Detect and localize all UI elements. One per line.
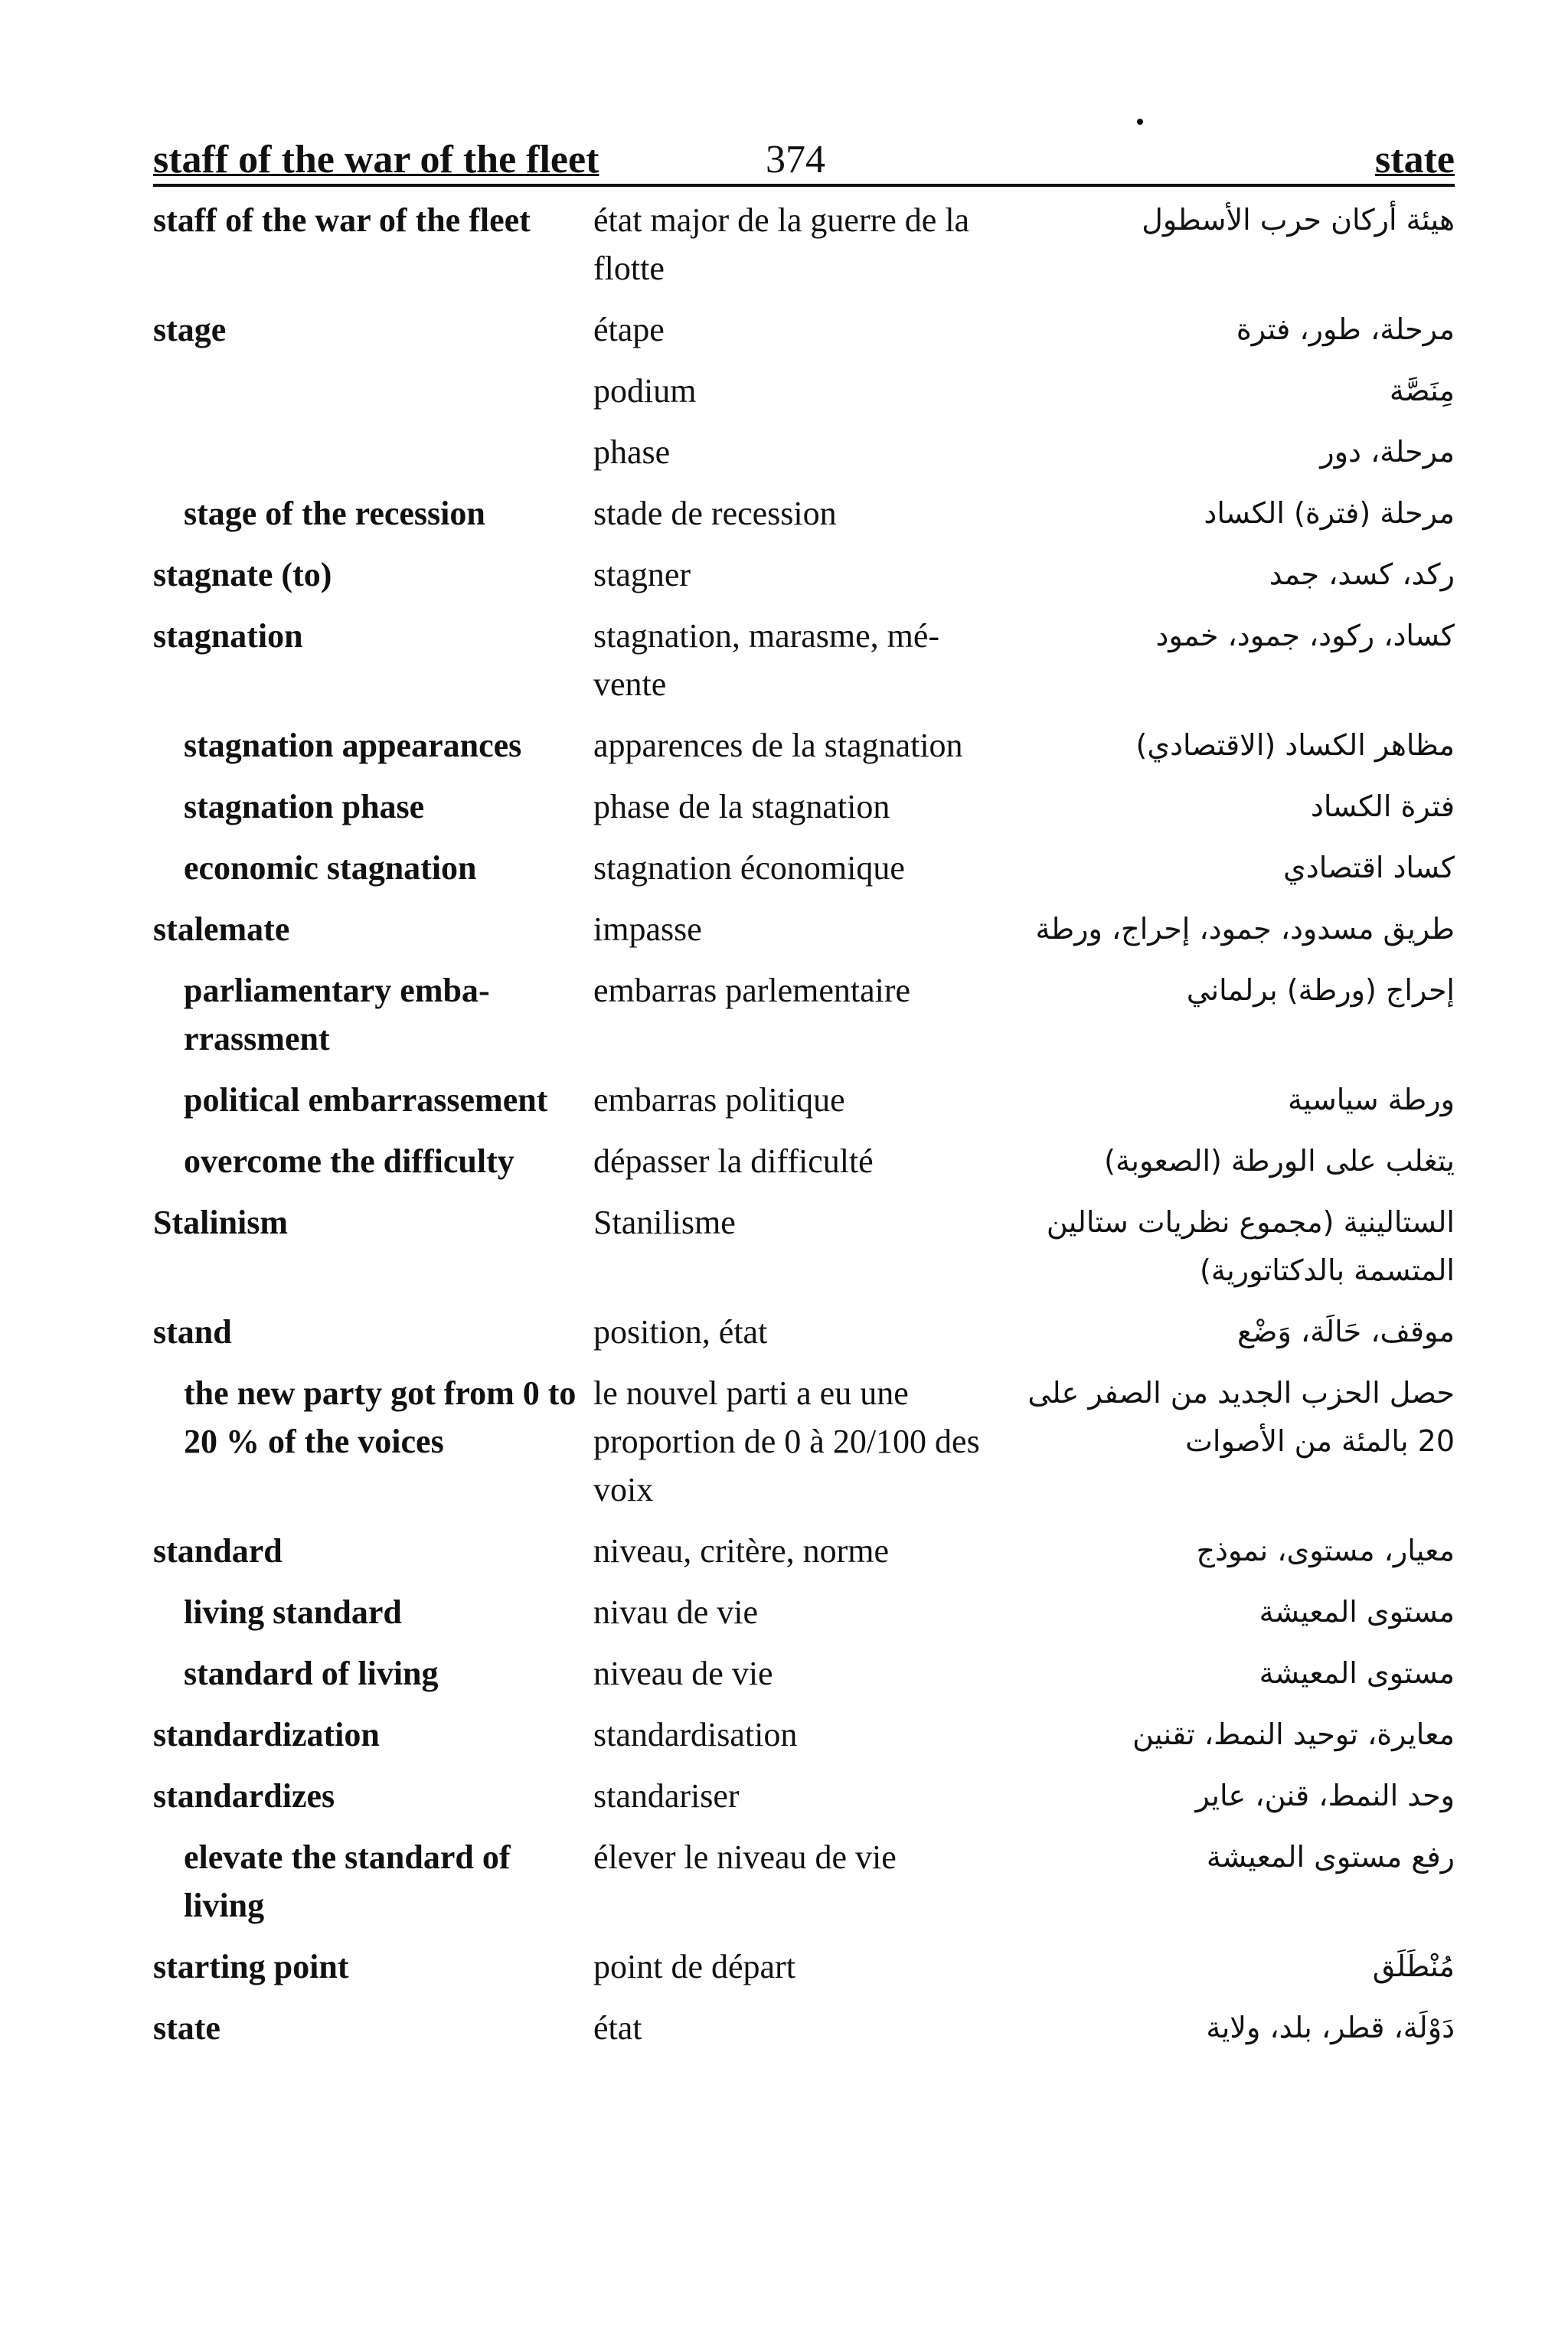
french-term: le nouvel parti a eu une proportion de 0 à 20/100 des voix <box>593 1374 980 1508</box>
arabic-term: موقف، حَالَة، وَضْع <box>1236 1315 1455 1348</box>
arabic-term: مُنْطَلَق <box>1372 1949 1455 1983</box>
entry-list <box>153 196 1455 2065</box>
arabic-term: يتغلب على الورطة (الصعوبة) <box>1104 1144 1455 1178</box>
english-term: stagnation appearances <box>184 727 522 764</box>
arabic-term: ركد، كسد، جمد <box>1269 557 1455 591</box>
entry-row <box>153 1527 1455 1588</box>
french-term: état major de la guerre de la flotte <box>593 201 970 287</box>
entry-row <box>153 1649 1455 1711</box>
french-term: position, état <box>593 1313 768 1351</box>
arabic-term: كساد اقتصادي <box>1283 851 1455 884</box>
arabic-term: حصل الحزب الجديد من الصفر على 20 بالمئة من الأصوات <box>1027 1376 1455 1458</box>
english-term: parliamentary embarrassment <box>184 972 490 1057</box>
arabic-term: مظاهر الكساد (الاقتصادي) <box>1135 728 1455 762</box>
entry-row <box>153 1833 1455 1943</box>
french-term: nivau de vie <box>593 1593 759 1631</box>
english-term: stagnate (to) <box>153 556 332 593</box>
arabic-term: مِنَصَّة <box>1389 374 1455 407</box>
french-term: dépasser la difficulté <box>593 1142 874 1180</box>
header-right-term: state <box>1375 138 1455 181</box>
french-term: élever le niveau de vie <box>593 1838 897 1876</box>
french-term: niveau de vie <box>593 1655 773 1692</box>
arabic-term: وحد النمط، قنن، عاير <box>1195 1779 1455 1812</box>
french-term: stagner <box>593 556 691 593</box>
arabic-term: مرحلة، طور، فترة <box>1236 312 1455 346</box>
entry-row <box>153 844 1455 905</box>
english-term <box>153 367 593 415</box>
entry-row <box>153 1711 1455 1772</box>
page-number: 374 <box>766 138 825 181</box>
entry-row <box>153 612 1455 721</box>
english-term: stage of the recession <box>184 495 485 532</box>
entry-row <box>153 721 1455 783</box>
french-term: niveau, critère, norme <box>593 1532 890 1570</box>
french-term: Stanilisme <box>593 1204 736 1241</box>
english-term: staff of the war of the fleet <box>153 201 531 239</box>
french-term: stade de recession <box>593 495 837 532</box>
arabic-term: كساد، ركود، جمود، خمود <box>1155 619 1455 652</box>
entry-row <box>153 783 1455 844</box>
french-term: embarras parlementaire <box>593 972 911 1009</box>
entry-row <box>153 966 1455 1076</box>
entry-row <box>153 1076 1455 1137</box>
french-term: impasse <box>593 910 702 948</box>
english-term: state <box>153 2009 220 2047</box>
french-term: podium <box>593 372 697 410</box>
entry-row <box>153 1588 1455 1649</box>
page-dot-mark <box>1137 119 1143 125</box>
entry-row <box>153 551 1455 612</box>
english-term: the new party got from 0 to 20 % of the voices <box>184 1374 577 1460</box>
arabic-term: الستالينية (مجموع نظريات ستالين المتسمة بالدكتاتورية) <box>1046 1205 1455 1287</box>
english-term: overcome the difficulty <box>184 1142 514 1180</box>
entry-row <box>153 1198 1455 1308</box>
english-term: standard of living <box>184 1655 439 1692</box>
dictionary-page <box>153 130 1455 2065</box>
french-term: stagnation, marasme, mévente <box>593 617 940 703</box>
french-term: embarras politique <box>593 1081 845 1119</box>
english-term: elevate the standard of living <box>184 1838 511 1924</box>
arabic-term: مرحلة، دور <box>1320 435 1455 469</box>
french-term: apparences de la stagnation <box>593 727 963 764</box>
english-term: standard <box>153 1532 283 1570</box>
arabic-term: دَوْلَة، قطر، بلد، ولاية <box>1206 2011 1455 2044</box>
entry-row <box>153 489 1455 551</box>
entry-row <box>153 306 1455 367</box>
french-term: point de départ <box>593 1948 795 1985</box>
french-term: état <box>593 2009 642 2047</box>
english-term: stand <box>153 1313 232 1351</box>
english-term: stage <box>153 311 227 348</box>
english-term <box>153 428 593 476</box>
arabic-term: فترة الكساد <box>1310 789 1455 823</box>
arabic-term: مرحلة (فترة) الكساد <box>1204 496 1455 530</box>
english-term: standardizes <box>153 1777 335 1815</box>
french-term: phase <box>593 433 671 471</box>
english-term: economic stagnation <box>184 849 477 887</box>
arabic-term: معيار، مستوى، نموذج <box>1196 1534 1455 1567</box>
entry-row <box>153 2004 1455 2065</box>
entry-row <box>153 1308 1455 1369</box>
running-header <box>153 130 1455 187</box>
entry-row <box>153 1137 1455 1198</box>
english-term: stagnation <box>153 617 303 655</box>
arabic-term: مستوى المعيشة <box>1259 1595 1455 1629</box>
arabic-term: مستوى المعيشة <box>1259 1656 1455 1690</box>
entry-row <box>153 1369 1455 1527</box>
header-left-term: staff of the war of the fleet <box>153 138 599 181</box>
english-term: political embarrassement <box>184 1081 548 1119</box>
arabic-term: إحراج (ورطة) برلماني <box>1186 973 1455 1007</box>
english-term: starting point <box>153 1948 349 1985</box>
entry-row <box>153 196 1455 306</box>
english-term: standardization <box>153 1716 380 1753</box>
entry-row <box>153 428 1455 489</box>
french-term: étape <box>593 311 665 348</box>
arabic-term: رفع مستوى المعيشة <box>1206 1840 1455 1874</box>
french-term: stagnation économique <box>593 849 905 887</box>
entry-row <box>153 1772 1455 1833</box>
french-term: standardisation <box>593 1716 798 1753</box>
french-term: standariser <box>593 1777 740 1815</box>
french-term: phase de la stagnation <box>593 788 890 825</box>
arabic-term: طريق مسدود، جمود، إحراج، ورطة <box>1035 912 1455 946</box>
english-term: living standard <box>184 1593 402 1631</box>
entry-row <box>153 367 1455 428</box>
entry-row <box>153 905 1455 966</box>
entry-row <box>153 1943 1455 2004</box>
english-term: stalemate <box>153 910 290 948</box>
english-term: Stalinism <box>153 1204 289 1241</box>
arabic-term: ورطة سياسية <box>1288 1083 1455 1116</box>
arabic-term: معايرة، توحيد النمط، تقنين <box>1132 1717 1455 1751</box>
english-term: stagnation phase <box>184 788 425 825</box>
arabic-term: هيئة أركان حرب الأسطول <box>1142 203 1455 237</box>
